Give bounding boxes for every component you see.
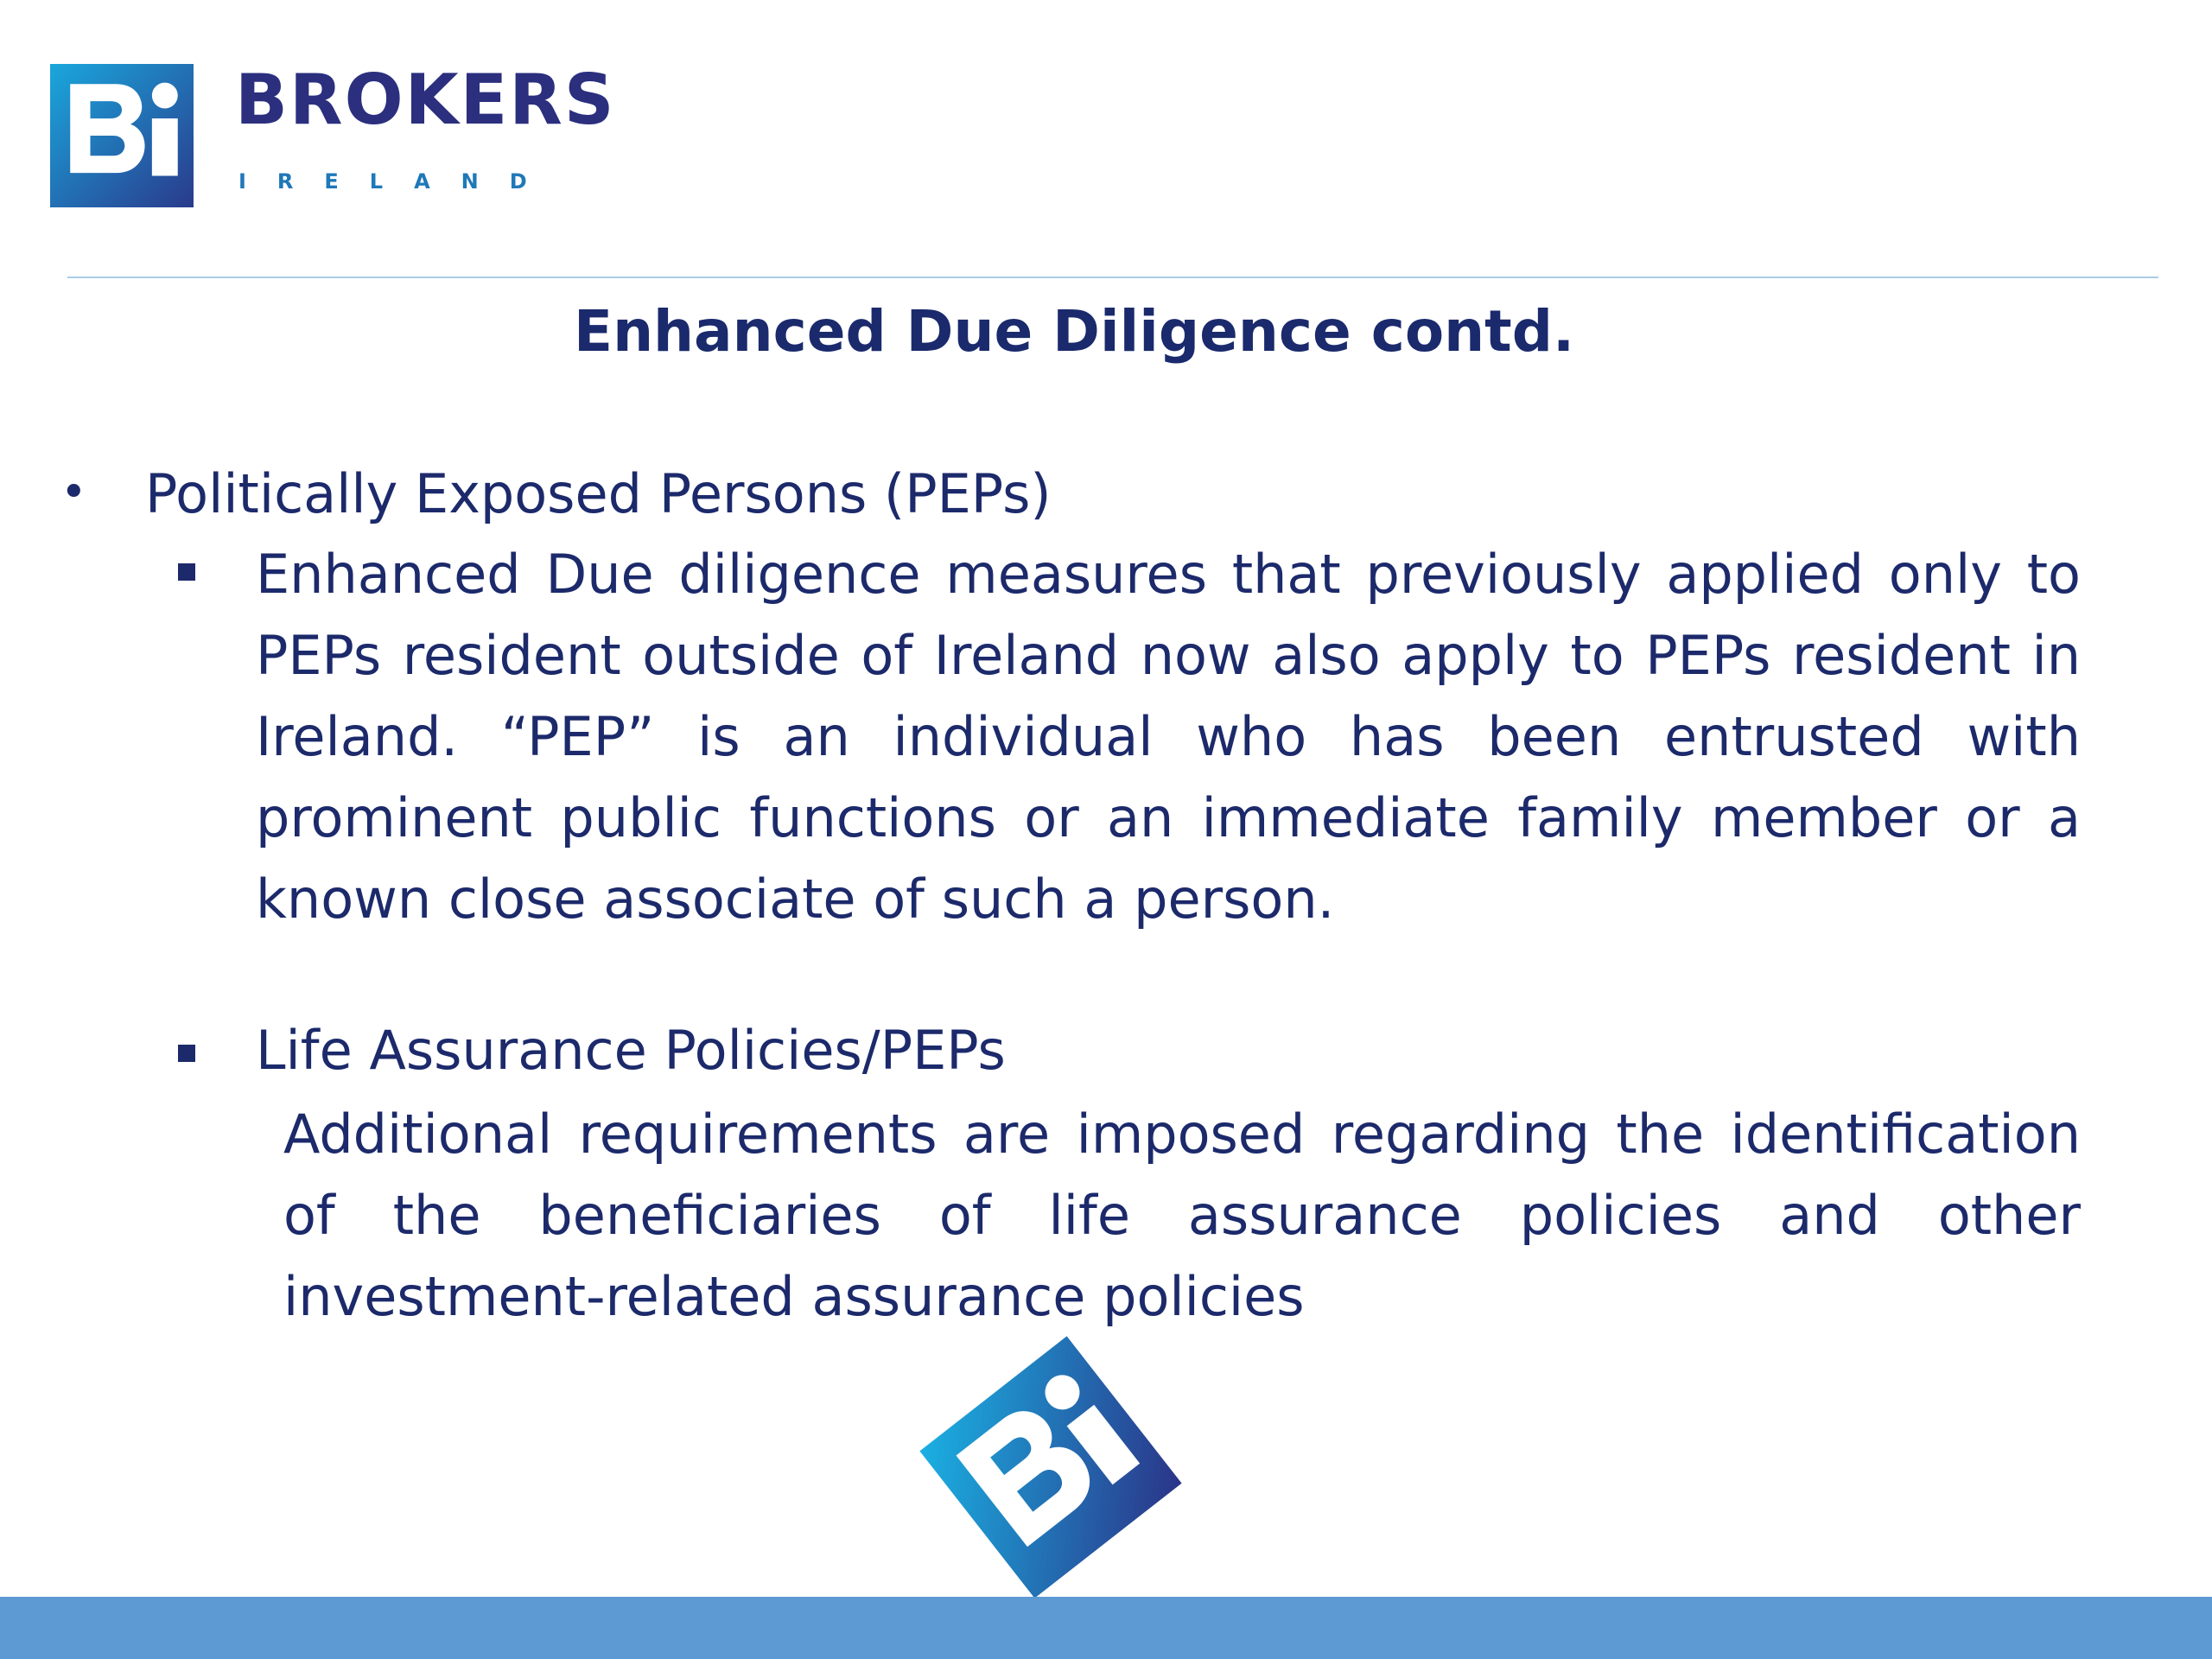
- sub-bullet-pep-definition: Enhanced Due diligence measures that previously applied only to PEPs resident outside of Ireland now also apply to PEPs resident in Ireland. “PEP” is an individual who has been entrusted with prominent public functions or an immediate family member or a known close associate of such a person.: [256, 543, 2081, 931]
- square-bullet-icon: [178, 563, 195, 581]
- footer-bar: [0, 1597, 2212, 1659]
- slide-title: Enhanced Due Diligence contd.: [573, 298, 1575, 365]
- header-divider: [67, 276, 2158, 278]
- bi-logo-icon: [50, 64, 194, 207]
- bullet-politically-exposed-persons: Politically Exposed Persons (PEPs): [145, 462, 1052, 525]
- logo-wordmark: BROKERS: [235, 60, 616, 140]
- sub-bullet-life-assurance-heading: Life Assurance Policies/PEPs: [256, 1019, 1006, 1082]
- sub-bullet-life-assurance-text: Additional requirements are imposed regarding the identification of the beneficiaries of life assurance policies and other investment-related assurance policies: [283, 1103, 2081, 1328]
- brokers-ireland-logo: [50, 60, 620, 209]
- bullet-dot: •: [60, 467, 87, 518]
- square-bullet-icon: [178, 1045, 195, 1062]
- logo-subtext: IRELAND: [238, 169, 558, 194]
- bi-emblem-icon: [906, 1329, 1196, 1604]
